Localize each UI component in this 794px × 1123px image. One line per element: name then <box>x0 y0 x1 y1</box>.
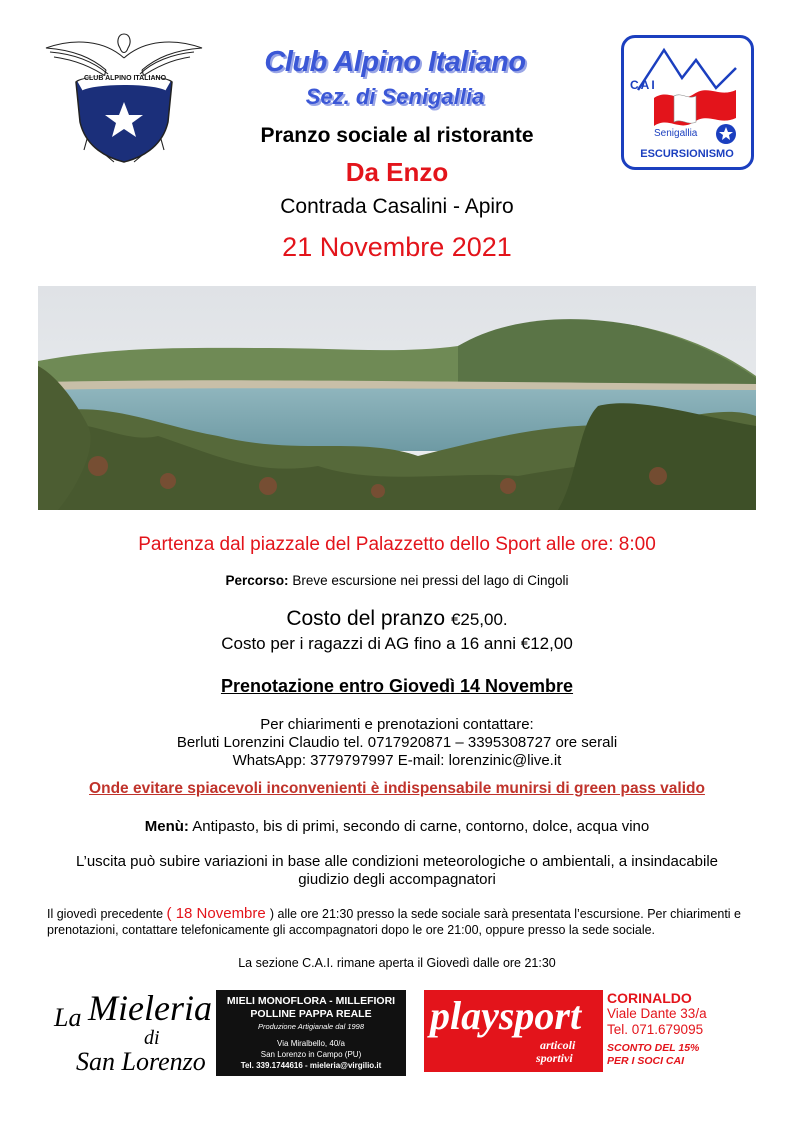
venue-name: Da Enzo <box>345 157 449 187</box>
departure-info: Partenza dal piazzale del Palazzetto dello Sport alle ore: 8:00 <box>138 534 656 555</box>
green-pass-warning: Onde evitare spiacevoli inconvenienti è indispensabile munirsi di green pass valido <box>89 780 705 797</box>
opening-hours: La sezione C.A.I. rimane aperta il Giovedì dalle ore 21:30 <box>238 956 556 970</box>
playsport-logo <box>424 990 603 1072</box>
route-text: Breve escursione nei pressi del lago di Cingoli <box>288 573 569 588</box>
menu-text: Antipasto, bis di primi, secondo di carne, contorno, dolce, acqua vino <box>188 818 650 835</box>
mieleria-place: San Lorenzo <box>76 1047 206 1076</box>
mieleria-la: La <box>54 1003 82 1032</box>
playsport-city: CORINALDO <box>607 990 692 1006</box>
event-title: Pranzo sociale al ristorante <box>260 124 534 147</box>
variation-note: L’uscita può subire variazioni in base alle condizioni meteorologiche o ambientali, a insindacabile giudizio degli accompagnatori <box>75 853 719 888</box>
mieleria-line1: MIELI MONOFLORA - MILLEFIORI <box>226 995 396 1007</box>
playsport-tag2: sportivi <box>536 1051 573 1065</box>
mieleria-name: Mieleria <box>88 988 212 1028</box>
notice-pre: Il giovedì precedente <box>47 907 167 921</box>
event-date: 21 Novembre 2021 <box>282 232 512 262</box>
club-name: Club Alpino Italiano <box>264 46 526 78</box>
mieleria-addr1: Via Miralbello, 40/a <box>277 1039 345 1048</box>
notice-date: ( 18 Novembre <box>166 905 270 922</box>
playsport-name: playsport <box>430 993 582 1038</box>
contact-person: Berluti Lorenzini Claudio tel. 0717920871 – 3395308727 ore serali <box>176 734 618 751</box>
mieleria-di: di <box>144 1027 160 1049</box>
escursionismo-city: Senigallia <box>654 128 698 139</box>
playsport-phone: Tel. 071.679095 <box>607 1022 704 1037</box>
mieleria-addr3: Tel. 339.1744616 - mieleria@virgilio.it <box>240 1061 382 1070</box>
cost-value: €25,00. <box>450 610 508 629</box>
notice-post: ) alle ore 21:30 presso la sede sociale sarà presentata l’escursione. Per chiarimenti e prenotazioni, contattare telefonicamente gli accompagnatori dopo le ore 21:00, oppure presso la sede sociale. <box>47 907 741 937</box>
cost-label: Costo del pranzo <box>286 607 451 630</box>
playsport-discount2: PER I SOCI CAI <box>607 1055 685 1067</box>
mieleria-line3: Produzione Artigianale dal 1998 <box>257 1022 365 1031</box>
contact-intro: Per chiarimenti e prenotazioni contattare: <box>260 716 534 733</box>
mieleria-line2: POLLINE PAPPA REALE <box>250 1008 372 1020</box>
playsport-tag1: articoli <box>540 1038 576 1052</box>
mieleria-addr2: San Lorenzo in Campo (PU) <box>260 1050 362 1059</box>
route-label: Percorso: <box>225 573 289 588</box>
contact-whatsapp: WhatsApp: 3779797997 E-mail: lorenzinic@live.it <box>232 752 562 769</box>
presentation-notice <box>47 906 747 938</box>
lake-photo <box>38 286 756 510</box>
menu-info <box>0 818 794 835</box>
mieleria-logo <box>48 985 218 1085</box>
escursionismo-cai: CAI <box>630 78 657 92</box>
venue-place: Contrada Casalini - Apiro <box>280 195 514 218</box>
escursionismo-label: ESCURSIONISMO <box>640 148 734 160</box>
playsport-discount1: SCONTO DEL 15% <box>607 1042 700 1054</box>
club-section: Sez. di Senigallia <box>305 84 485 109</box>
menu-label: Menù: <box>144 818 189 835</box>
kids-cost: Costo per i ragazzi di AG fino a 16 anni €12,00 <box>221 634 573 653</box>
route-info <box>0 573 794 588</box>
lunch-cost <box>0 607 794 631</box>
escursionismo-logo <box>621 35 754 170</box>
booking-deadline: Prenotazione entro Giovedì 14 Novembre <box>220 676 574 696</box>
cai-eagle-logo-text: CLUB ALPINO ITALIANO <box>83 75 167 82</box>
mieleria-info-box <box>216 990 406 1076</box>
contact-block <box>0 716 794 770</box>
playsport-street: Viale Dante 33/a <box>607 1006 707 1021</box>
playsport-address <box>607 990 747 1068</box>
